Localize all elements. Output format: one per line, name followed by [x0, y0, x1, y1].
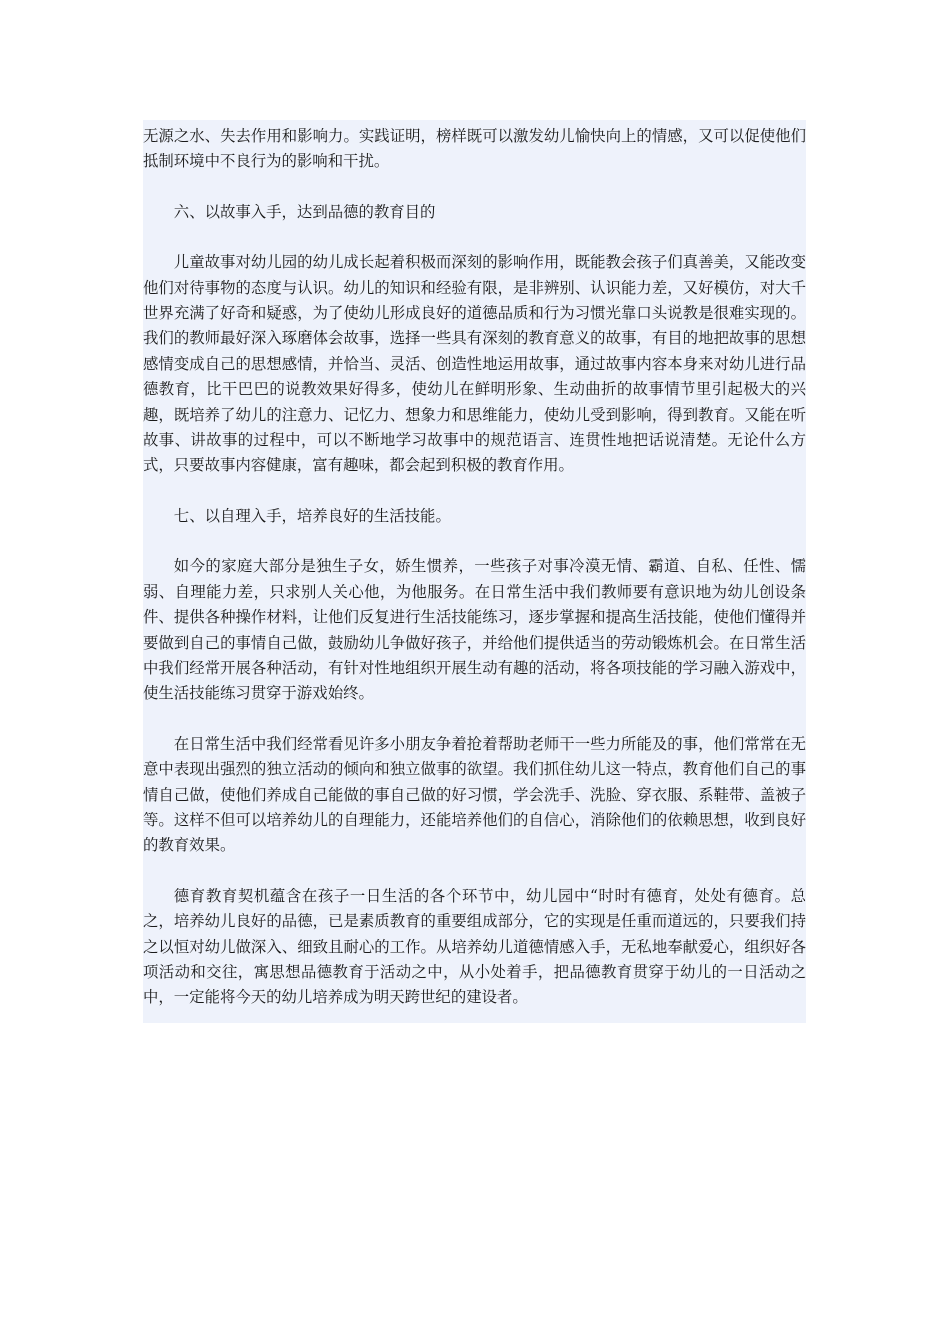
- paragraph-conclusion: 德育教育契机蕴含在孩子一日生活的各个环节中，幼儿园中“时时有德育，处处有德育。总之，培养幼儿良好的品德，已是素质教育的重要组成部分，它的实现是任重而道远的，只要我们持之以恒对幼儿做深入、细致且耐心的工作。从培养幼儿道德情感入手，无私地奉献爱心，组织好各项活动和交往，寓思想品德教育于活动之中，从小处着手，把品德教育贯穿于幼儿的一日活动之中，一定能将今天的幼儿培养成为明天跨世纪的建设者。: [143, 886, 806, 1007]
- paragraph-independence: 在日常生活中我们经常看见许多小朋友争着抢着帮助老师干一些力所能及的事，他们常常在无意中表现出强烈的独立活动的倾向和独立做事的欲望。我们抓住幼儿这一特点，教育他们自己的事情自己做，使他们养成自己能做的事自己做的好习惯，学会洗手、洗脸、穿衣服、系鞋带、盖被子等。这样不但可以培养幼儿的自理能力，还能培养他们的自信心，消除他们的依赖思想，收到良好的教育效果。: [143, 734, 806, 855]
- paragraph-continuation: 无源之水、失去作用和影响力。实践证明，榜样既可以激发幼儿愉快向上的情感，又可以促使他们抵制环境中不良行为的影响和干扰。: [143, 127, 806, 171]
- paragraph-self-care: 如今的家庭大部分是独生子女，娇生惯养，一些孩子对事冷漠无情、霸道、自私、任性、懦弱、自理能力差，只求别人关心他，为他服务。在日常生活中我们教师要有意识地为幼儿创设条件、提供各种操作材料，让他们反复进行生活技能练习，逐步掌握和提高生活技能，使他们懂得并要做到自己的事情自己做，鼓励幼儿争做好孩子，并给他们提供适当的劳动锻炼机会。在日常生活中我们经常开展各种活动，有针对性地组织开展生动有趣的活动，将各项技能的学习融入游戏中，使生活技能练习贯穿于游戏始终。: [143, 557, 806, 703]
- document-text-block: [143, 120, 806, 1023]
- section-heading-six: 六、以故事入手，达到品德的教育目的: [173, 202, 436, 221]
- section-heading-seven: 七、以自理入手，培养良好的生活技能。: [173, 506, 451, 525]
- paragraph-stories: 儿童故事对幼儿园的幼儿成长起着积极而深刻的影响作用，既能教会孩子们真善美，又能改变他们对待事物的态度与认识。幼儿的知识和经验有限，是非辨别、认识能力差，又好模仿，对大千世界充满了好奇和疑惑，为了使幼儿形成良好的道德品质和行为习惯光靠口头说教是很难实现的。我们的教师最好深入琢磨体会故事，选择一些具有深刻的教育意义的故事，有目的地把故事的思想感情变成自己的思想感情，并恰当、灵活、创造性地运用故事，通过故事内容本身来对幼儿进行品德教育，比干巴巴的说教效果好得多，使幼儿在鲜明形象、生动曲折的故事情节里引起极大的兴趣，既培养了幼儿的注意力、记忆力、想象力和思维能力，使幼儿受到影响，得到教育。又能在听故事、讲故事的过程中，可以不断地学习故事中的规范语言、连贯性地把话说清楚。无论什么方式，只要故事内容健康，富有趣味，都会起到积极的教育作用。: [143, 253, 806, 475]
